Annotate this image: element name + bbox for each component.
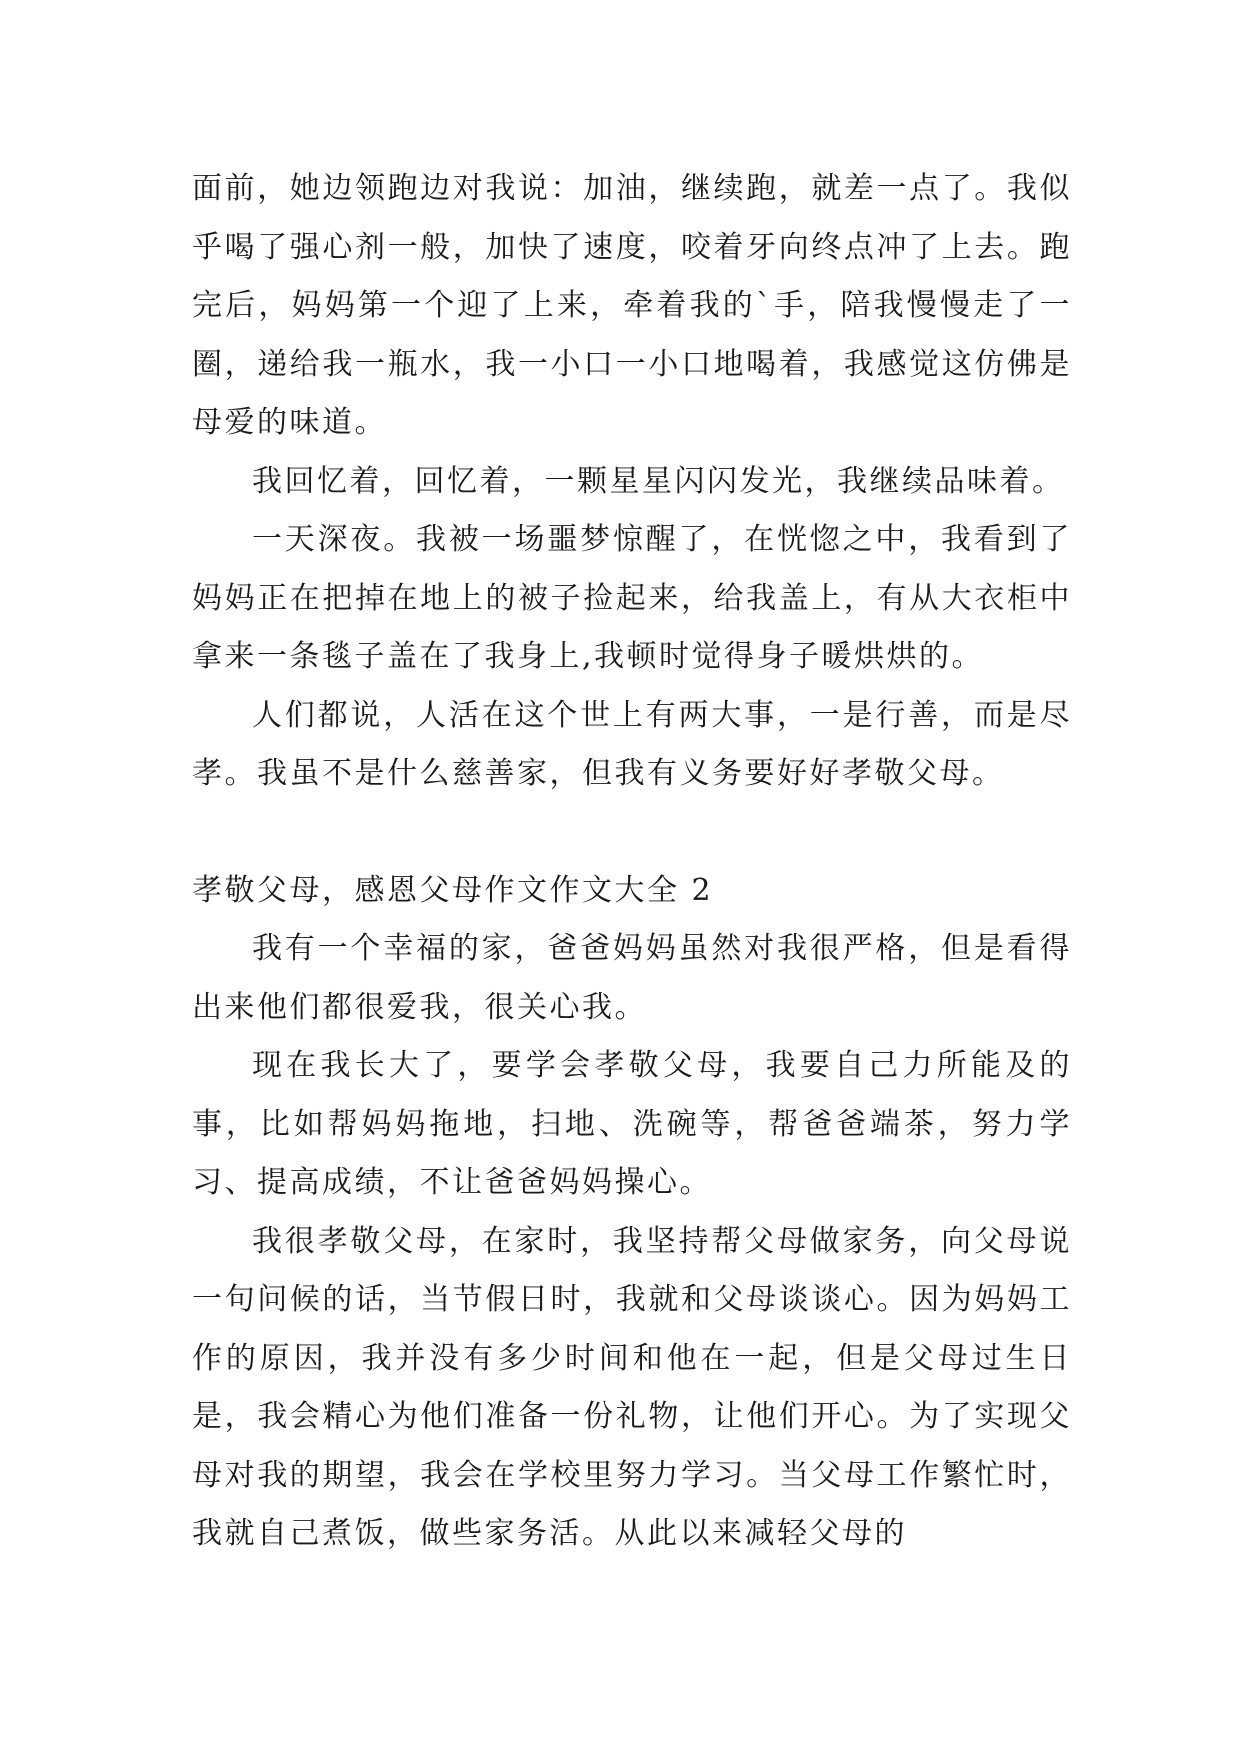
paragraph: 我很孝敬父母，在家时，我坚持帮父母做家务，向父母说一句问候的话，当节假日时，我就和父母谈谈心。因为妈妈工作的原因，我并没有多少时间和他在一起，但是父母过生日是，我会精心为他们准备一份礼物，让他们开心。为了实现父母对我的期望，我会在学校里努力学习。当父母工作繁忙时，我就自己煮饭，做些家务活。从此以来减轻父母的: [192, 1223, 1072, 1551]
paragraph-continuation: 面前，她边领跑边对我说：加油，继续跑，就差一点了。我似乎喝了强心剂一般，加快了速度，咬着牙向终点冲了上去。跑完后，妈妈第一个迎了上来，牵着我的`手，陪我慢慢走了一圈，递给我一瓶水，我一小口一小口地喝着，我感觉这仿佛是母爱的味道。: [192, 171, 1072, 440]
section-heading: 孝敬父母，感恩父母作文作文大全 2: [192, 872, 714, 908]
paragraph: 现在我长大了，要学会孝敬父母，我要自己力所能及的事，比如帮妈妈拖地，扫地、洗碗等，帮爸爸端茶，努力学习、提高成绩，不让爸爸妈妈操心。: [192, 1048, 1072, 1200]
paragraph: 人们都说，人活在这个世上有两大事，一是行善，而是尽孝。我虽不是什么慈善家，但我有义务要好好孝敬父母。: [192, 697, 1072, 791]
paragraph: 我回忆着，回忆着，一颗星星闪闪发光，我继续品味着。: [252, 463, 1065, 499]
paragraph: 我有一个幸福的家，爸爸妈妈虽然对我很严格，但是看得出来他们都很爱我，很关心我。: [192, 931, 1072, 1025]
section-spacer: [192, 804, 1072, 862]
document-body: [192, 160, 1072, 1564]
paragraph: 一天深夜。我被一场噩梦惊醒了，在恍惚之中，我看到了妈妈正在把掉在地上的被子捡起来，给我盖上，有从大衣柜中拿来一条毯子盖在了我身上,我顿时觉得身子暖烘烘的。: [192, 522, 1072, 674]
